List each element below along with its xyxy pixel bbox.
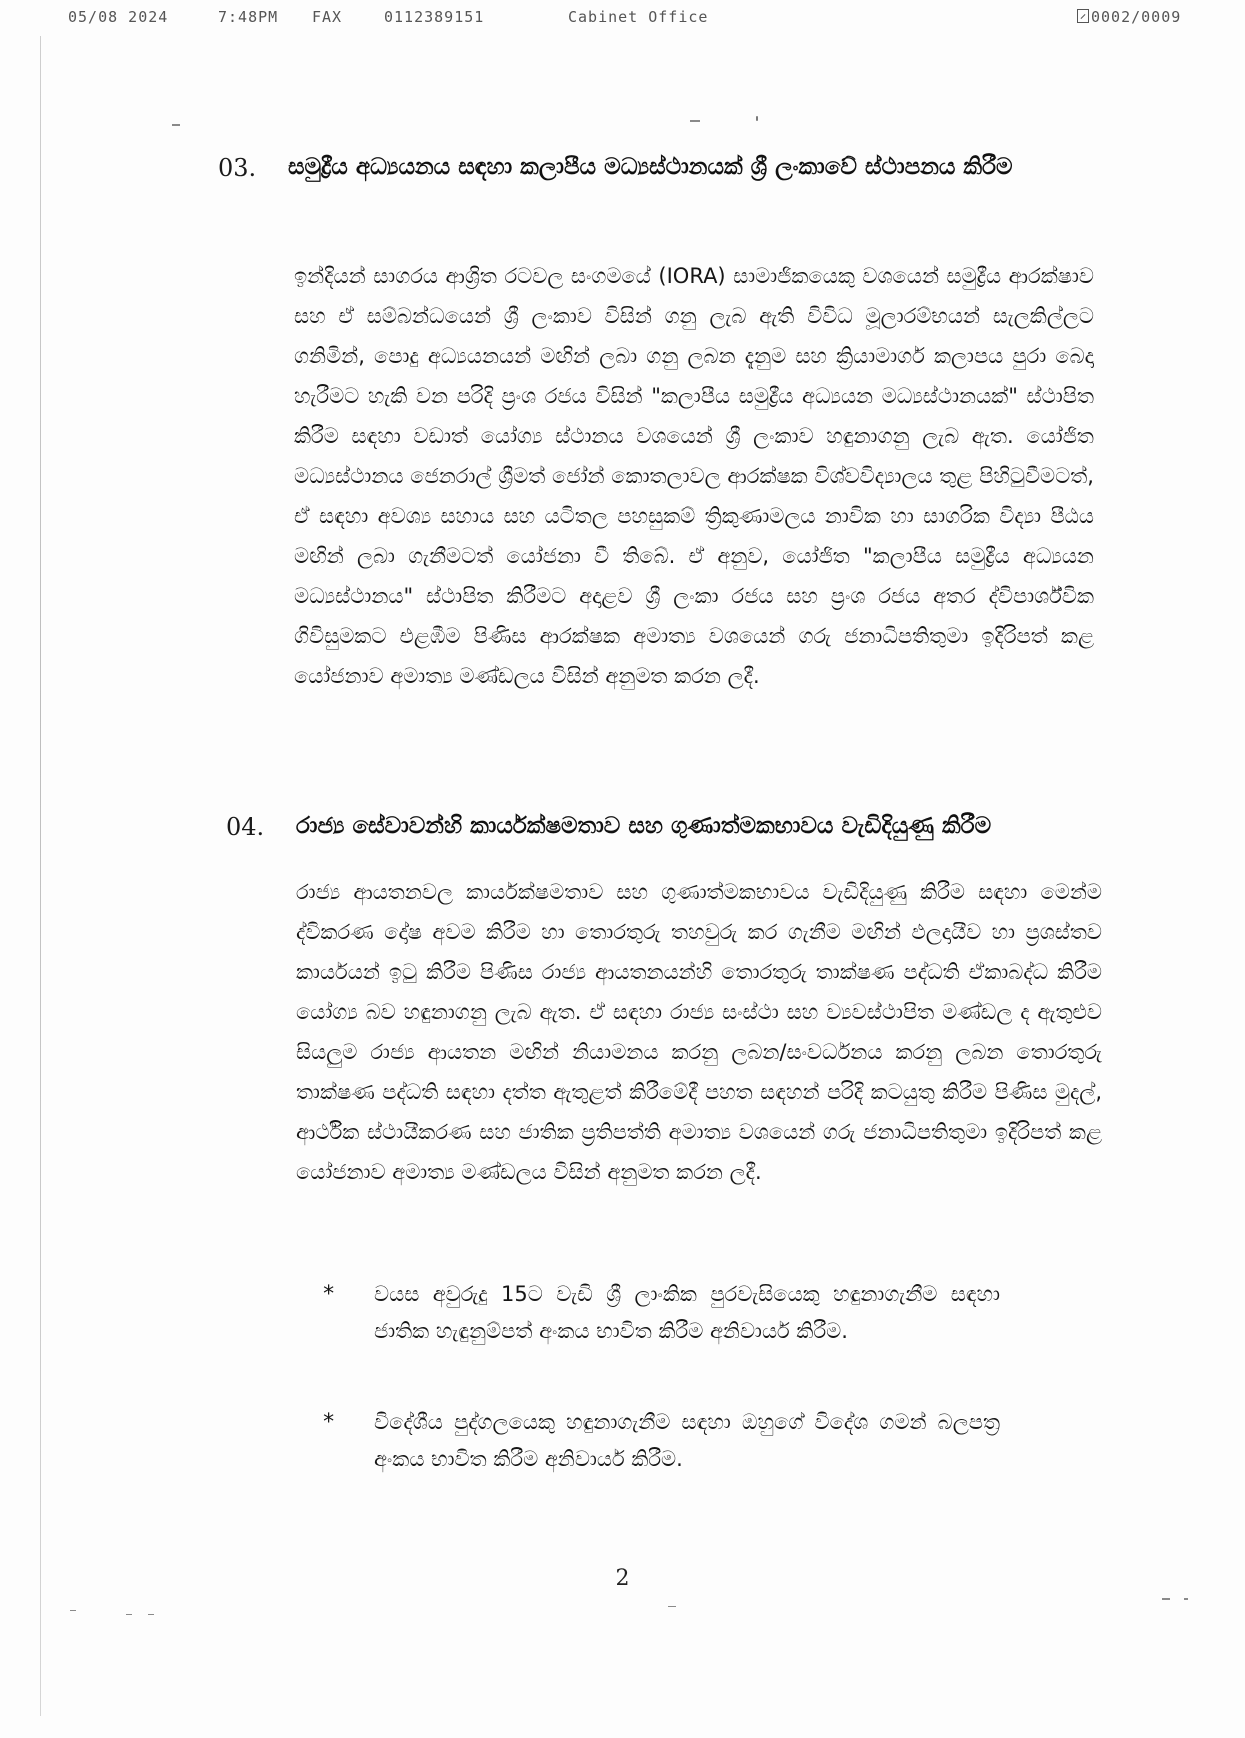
- fax-page-count-text: 0002/0009: [1091, 8, 1182, 26]
- scan-mark: [126, 1614, 132, 1615]
- fax-date: 05/08 2024: [68, 8, 169, 26]
- fax-label: FAX: [312, 8, 343, 26]
- section-number: 04.: [226, 813, 265, 841]
- scan-edge-line: [40, 36, 41, 1716]
- section-number: 03.: [218, 154, 257, 182]
- scan-speck: [756, 116, 758, 121]
- scan-mark: [172, 124, 180, 126]
- section-body: රාජ්‍ය ආයතනවල කාර්යක්ෂමතාව සහ ගුණාත්මකභාවය වැඩිදියුණු කිරීම සඳහා මෙන්ම ද්විකරණ දෝෂ අවම කිරීම හා තොරතුරු තහවුරු කර ගැනීම මඟින් ඵලදායීව හා ප්‍රශස්තව කාර්යයන් ඉටු කිරීම පිණිස රාජ්‍ය ආයතනයන්හි තොරතුරු තාක්ෂණ පද්ධති ඒකාබද්ධ කිරීම යෝග්‍ය බව හඳුනාගනු ලැබ ඇත. ඒ සඳහා රාජ්‍ය සංස්ථා සහ ව්‍යවස්ථාපිත මණ්ඩල ද ඇතුළුව සියලුම රාජ්‍ය ආයතන මඟින් නියාමනය කරනු ලබන/සංවර්ධනය කරනු ලබන තොරතුරු තාක්ෂණ පද්ධති සඳහා දත්ත ඇතුළත් කිරීමේදී පහත සඳහන් පරිදි කටයුතු කිරීම පිණිස මුදල්, ආර්ථික ස්ථායීකරණ සහ ජාතික ප්‍රතිපත්ති අමාත්‍ය වශයෙන් ගරු ජනාධිපතිතුමා ඉදිරිපත් කළ යෝජනාව අමාත්‍ය මණ්ඩලය විසින් අනුමත කරන ලදී.: [296, 880, 1102, 1184]
- fax-time: 7:48PM: [218, 8, 279, 26]
- scan-mark: [1162, 1598, 1170, 1600]
- bullet-mark: *: [322, 1282, 336, 1307]
- section-title: සමුද්‍රීය අධ්‍යයනය සඳහා කලාපීය මධ්‍යස්ථානයක් ශ්‍රී ලංකාවේ ස්ථාපනය කිරීම: [288, 154, 1013, 180]
- fax-sender: Cabinet Office: [568, 8, 709, 26]
- bullet-mark: *: [322, 1410, 336, 1435]
- fax-page-count: [1077, 8, 1181, 26]
- scan-mark: [668, 1606, 676, 1607]
- page-number: 2: [615, 1566, 630, 1591]
- scan-mark: [1184, 1598, 1188, 1600]
- bullet-text: විදේශීය පුද්ගලයෙකු හඳුනාගැනීම සඳහා ඔහුගේ විදේශ ගමන් බලපත්‍ර අංකය භාවිත කිරීම අනිවාර්ය කිරීම.: [374, 1410, 1000, 1471]
- bullet-text: වයස අවුරුදු 15ට වැඩි ශ්‍රී ලාංකික පුරවැසියෙකු හඳුනාගැනීම සඳහා ජාතික හැඳුනුම්පත් අංකය භාවිත කිරීම අනිවාර්ය කිරීම.: [374, 1282, 1000, 1343]
- section-title: රාජ්‍ය සේවාවන්හි කාර්යක්ෂමතාව සහ ගුණාත්මකභාවය වැඩිදියුණු කිරීම: [296, 813, 992, 839]
- section-body: ඉන්දියන් සාගරය ආශ්‍රිත රටවල සංගමයේ (IORA) සාමාජිකයෙකු වශයෙන් සමුද්‍රීය ආරක්ෂාව සහ ඒ සම්බන්ධයෙන් ශ්‍රී ලංකාව විසින් ගනු ලැබ ඇති විවිධ මූලාරම්භයන් සැලකිල්ලට ගනිමින්, පොදු අධ්‍යයනයන් මඟින් ලබා ගනු ලබන දැනුම සහ ක්‍රියාමාර්ග කලාපය පුරා බෙදා හැරීමට හැකි වන පරිදි ප්‍රංශ රජය විසින් "කලාපීය සමුද්‍රීය අධ්‍යයන මධ්‍යස්ථානයක්" ස්ථාපිත කිරීම සඳහා වඩාත් යෝග්‍ය ස්ථානය වශයෙන් ශ්‍රී ලංකාව හඳුනාගනු ලැබ ඇත. යෝජිත මධ්‍යස්ථානය ජෙනරාල් ශ්‍රීමත් ජෝන් කොතලාවල ආරක්ෂක විශ්වවිද්‍යාලය තුළ පිහිටුවීමටත්, ඒ සඳහා අවශ්‍ය සහාය සහ යටිතල පහසුකම් ත්‍රිකුණාමලය නාවික හා සාගරික විද්‍යා පීඨය මඟින් ලබා ගැනීමටත් යෝජනා වී තිබේ. ඒ අනුව, යෝජිත "කලාපීය සමුද්‍රීය අධ්‍යයන මධ්‍යස්ථානය" ස්ථාපිත කිරීමට අදාළව ශ්‍රී ලංකා රජය සහ ප්‍රංශ රජය අතර ද්විපාර්ශ්වික ගිවිසුමකට එළඹීම පිණිස ආරක්ෂක අමාත්‍ය වශයෙන් ගරු ජනාධිපතිතුමා ඉදිරිපත් කළ යෝජනාව අමාත්‍ය මණ්ඩලය විසින් අනුමත කරන ලදී.: [294, 264, 1094, 688]
- page-icon: [1077, 9, 1089, 23]
- scan-mark: [148, 1614, 154, 1615]
- fax-header: [68, 8, 1182, 32]
- scan-mark: [690, 120, 700, 122]
- fax-number: 0112389151: [384, 8, 485, 26]
- scan-mark: [70, 1610, 76, 1611]
- list-item: [322, 1404, 1002, 1494]
- list-item: [322, 1276, 1002, 1396]
